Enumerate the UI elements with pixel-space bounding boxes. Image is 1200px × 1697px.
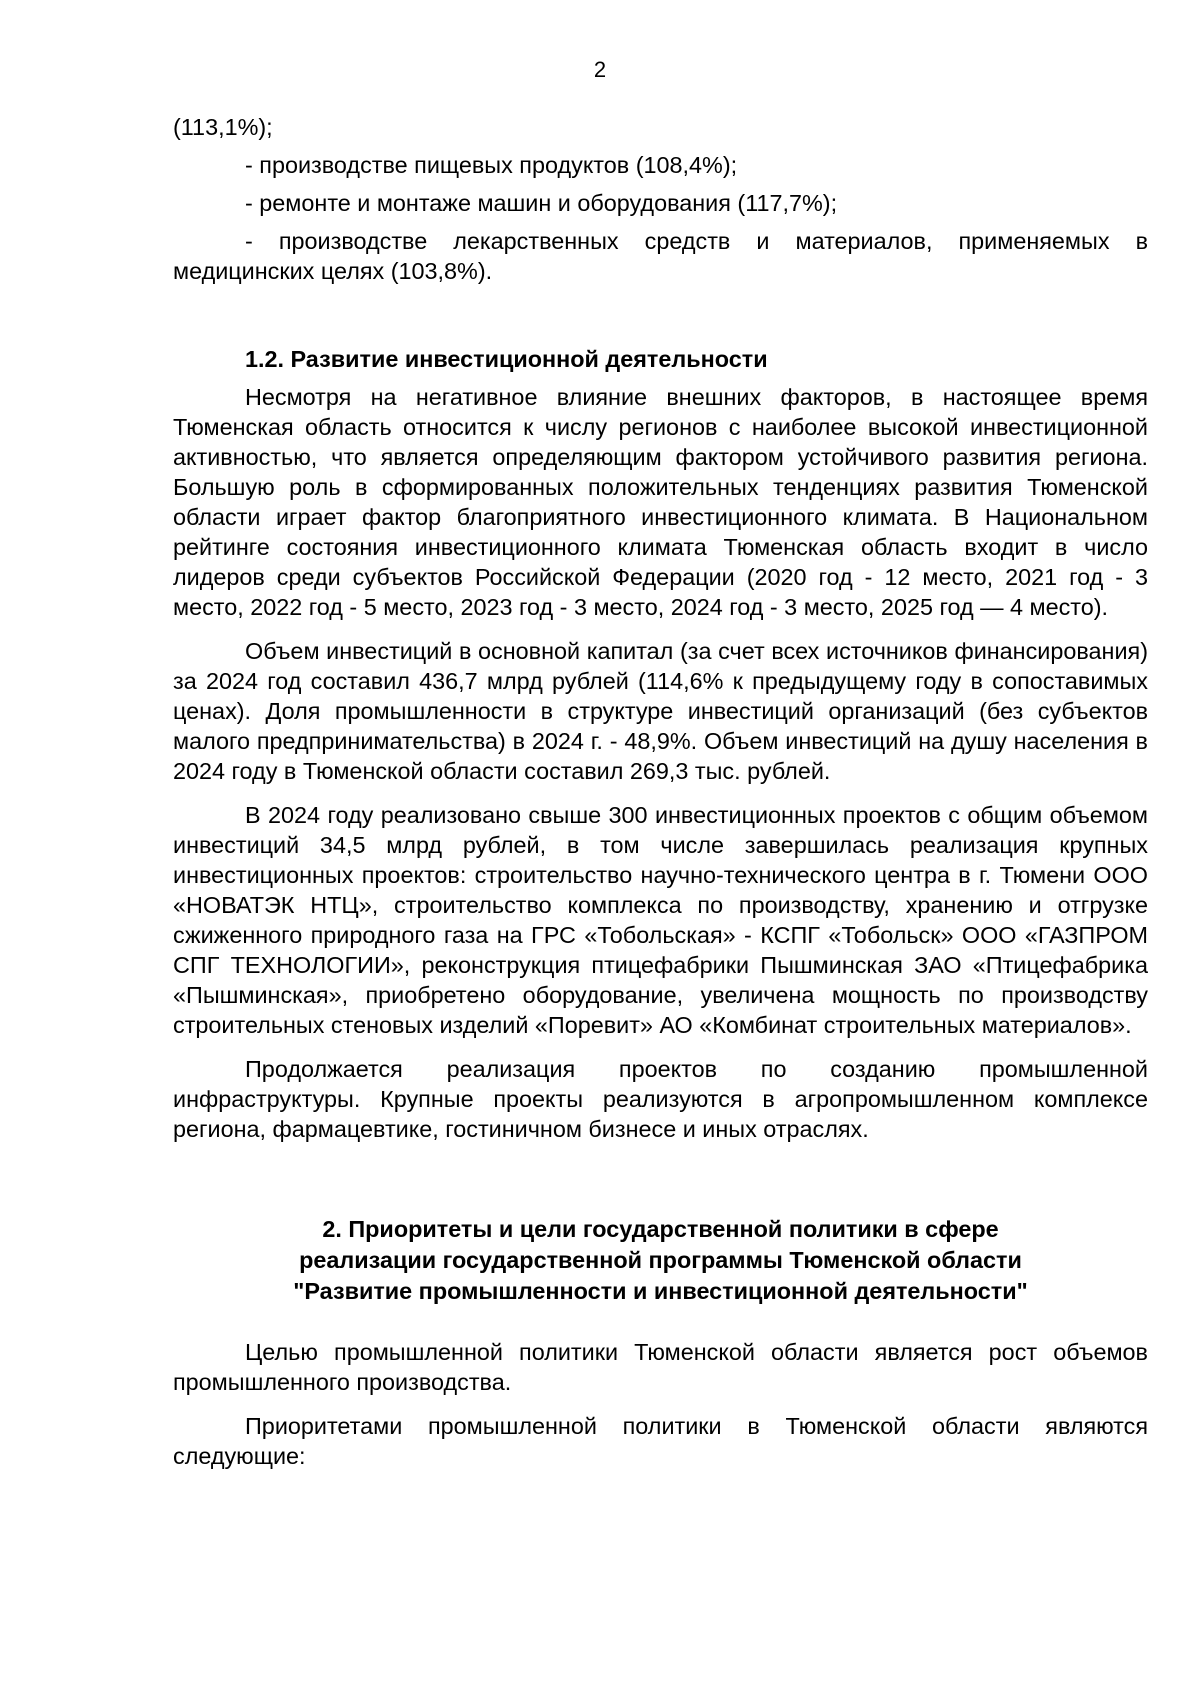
list-item: - производстве пищевых продуктов (108,4%); xyxy=(245,152,738,178)
section-2-paragraph: Приоритетами промышленной политики в Тюменской области являются следующие: xyxy=(173,1413,1148,1469)
section-2-heading-line: 2. Приоритеты и цели государственной политики в сфере xyxy=(322,1216,999,1242)
section-1-2-paragraph: В 2024 году реализовано свыше 300 инвестиционных проектов с общим объемом инвестиций 34,5 млрд рублей, в том числе завершилась реализация крупных инвестиционных проектов: строительство научно-технического центра в г. Тюмени ООО «НОВАТЭК НТЦ», строительство комплекса по производству, хранению и отгрузке сжиженного природного газа на ГРС «Тобольская» - КСПГ «Тобольск» ООО «ГАЗПРОМ СПГ ТЕХНОЛОГИИ», реконструкция птицефабрики Пышминская ЗАО «Птицефабрика «Пышминская», приобретено оборудование, увеличена мощность по производству строительных стеновых изделий «Поревит» АО «Комбинат строительных материалов». xyxy=(173,802,1148,1038)
section-2-heading-line: реализации государственной программы Тюменской области xyxy=(299,1247,1022,1273)
section-2-heading xyxy=(173,1214,1148,1307)
section-1-2-paragraph: Продолжается реализация проектов по созданию промышленной инфраструктуры. Крупные проекты реализуются в агропромышленном комплексе региона, фармацевтике, гостиничном бизнесе и иных отраслях. xyxy=(173,1056,1148,1142)
page-number: 2 xyxy=(593,57,607,82)
list-item: - производстве лекарственных средств и материалов, применяемых в медицинских целях (103,8%). xyxy=(173,228,1148,284)
list-item: - ремонте и монтаже машин и оборудования (117,7%); xyxy=(245,190,838,216)
section-2-heading-line: "Развитие промышленности и инвестиционной деятельности" xyxy=(293,1278,1028,1304)
intro-continuation: (113,1%); xyxy=(173,114,273,140)
section-1-2-paragraph: Несмотря на негативное влияние внешних факторов, в настоящее время Тюменская область относится к числу регионов с наиболее высокой инвестиционной активностью, что является определяющим фактором устойчивого развития региона. Большую роль в сформированных положительных тенденциях развития Тюменской области играет фактор благоприятного инвестиционного климата. В Национальном рейтинге состояния инвестиционного климата Тюменская область входит в число лидеров среди субъектов Российской Федерации (2020 год - 12 место, 2021 год - 3 место, 2022 год - 5 место, 2023 год - 3 место, 2024 год - 3 место, 2025 год — 4 место). xyxy=(173,384,1148,620)
page-content xyxy=(173,112,1148,1471)
section-1-2-heading: 1.2. Развитие инвестиционной деятельности xyxy=(245,346,768,372)
section-1-2-paragraph: Объем инвестиций в основной капитал (за счет всех источников финансирования) за 2024 год составил 436,7 млрд рублей (114,6% к предыдущему году в сопоставимых ценах). Доля промышленности в структуре инвестиций организаций (без субъектов малого предпринимательства) в 2024 г. - 48,9%. Объем инвестиций на душу населения в 2024 году в Тюменской области составил 269,3 тыс. рублей. xyxy=(173,638,1148,784)
section-2-paragraph: Целью промышленной политики Тюменской области является рост объемов промышленного производства. xyxy=(173,1339,1148,1395)
